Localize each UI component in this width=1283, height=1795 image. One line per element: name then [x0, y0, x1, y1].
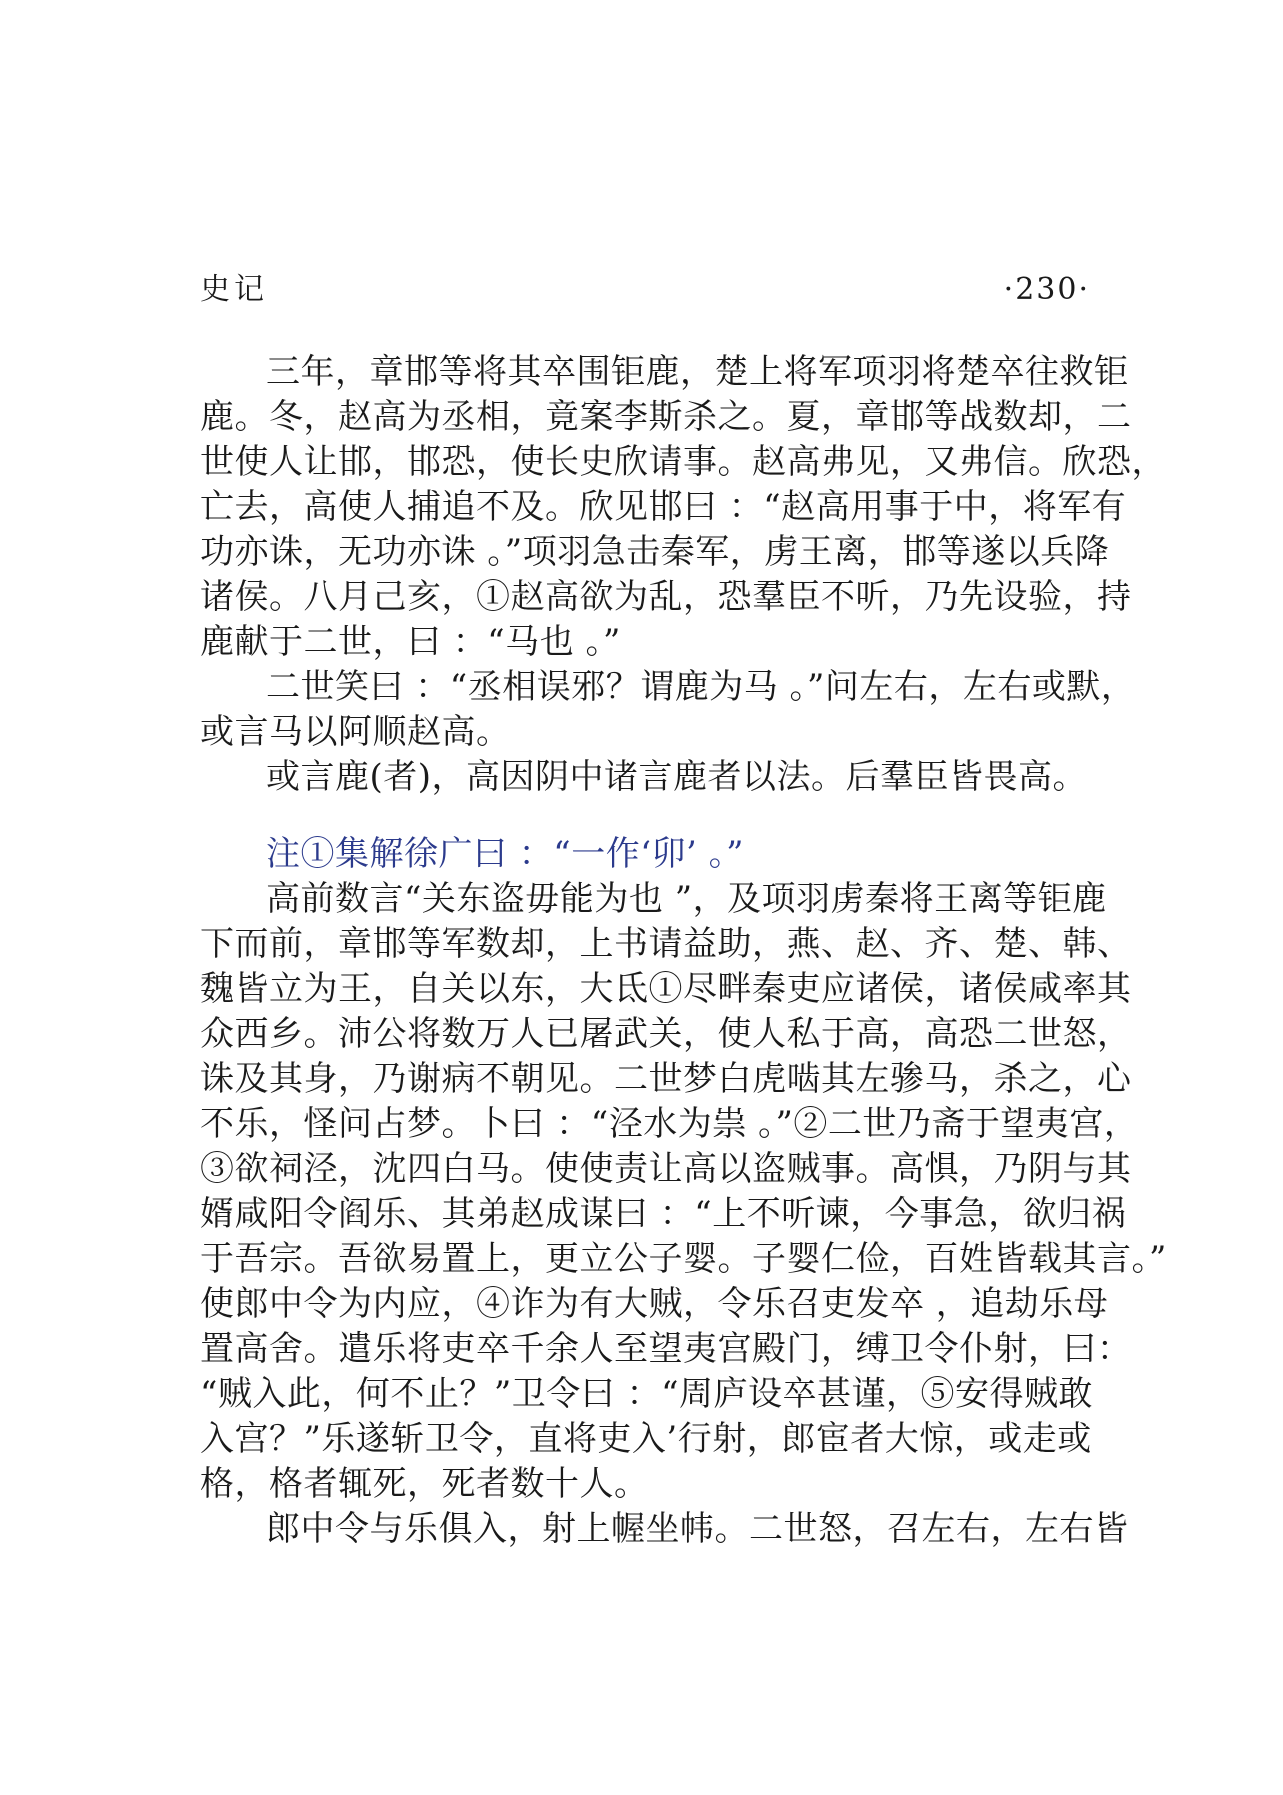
- text-line: 于吾宗。吾欲易置上，更立公子婴。子婴仁俭，百姓皆载其言。”: [200, 1239, 1167, 1279]
- text-line: 郎中令与乐俱入，射上幄坐帏。二世怒，召左右，左右皆: [266, 1509, 1129, 1549]
- text-line: 高前数言“关东盗毋能为也 ”，及项羽虏秦将王离等钜鹿: [266, 879, 1107, 919]
- footnote-line: 注①集解徐广曰 ：“一作‘卯’ 。”: [266, 834, 744, 874]
- text-line: 不乐，怪问占梦。卜曰 ：“泾水为祟 。”②二世乃斋于望夷宫，: [200, 1104, 1139, 1144]
- text-line: 使郎中令为内应，④诈为有大贼，令乐召吏发卒 ，追劫乐母: [200, 1284, 1109, 1324]
- text-line: 入宫？”乐遂斩卫令，直将吏入’行射，郎宦者大惊，或走或: [200, 1419, 1092, 1459]
- paragraph-gap: [200, 800, 1100, 832]
- text-line: 亡去，高使人捕追不及。欣见邯曰 ：“赵高用事于中，将军有: [200, 487, 1127, 527]
- text-line: “贼入此，何不止？”卫令曰 ：“周庐设卒甚谨，⑤安得贼敢: [200, 1374, 1093, 1414]
- text-line: 众西乡。沛公将数万人已屠武关，使人私于高，高恐二世怒，: [200, 1014, 1132, 1054]
- text-line: 或言马以阿顺赵高。: [200, 712, 511, 752]
- text-line: 婿咸阳令阎乐、其弟赵成谋曰 ：“上不听谏，今事急，欲归祸: [200, 1194, 1127, 1234]
- text-line: 三年，章邯等将其卒围钜鹿，楚上将军项羽将楚卒往救钜: [266, 352, 1129, 392]
- text-line: 魏皆立为王，自关以东，大氐①尽畔秦吏应诸侯，诸侯咸率其: [200, 969, 1132, 1009]
- body-text: [200, 350, 1167, 1552]
- text-line: 鹿。冬，赵高为丞相，竟案李斯杀之。夏，章邯等战数却，二: [200, 397, 1132, 437]
- text-line: 诸侯。八月己亥，①赵高欲为乱，恐羣臣不听，乃先设验，持: [200, 577, 1132, 617]
- text-line: 诛及其身，乃谢病不朝见。二世梦白虎啮其左骖马，杀之，心: [200, 1059, 1132, 1099]
- text-line: ③欲祠泾，沈四白马。使使责让高以盗贼事。高惧，乃阴与其: [200, 1149, 1132, 1189]
- text-line: 置高舍。遣乐将吏卒千余人至望夷宫殿门，缚卫令仆射，曰：: [200, 1329, 1132, 1369]
- text-line: 世使人让邯，邯恐，使长史欣请事。赵高弗见，又弗信。欣恐，: [200, 442, 1166, 482]
- text-line: 功亦诛，无功亦诛 。”项羽急击秦军，虏王离，邯等遂以兵降: [200, 532, 1110, 572]
- page-header: [200, 268, 1090, 312]
- book-title: 史记: [200, 272, 268, 307]
- page-number: ·230·: [1003, 272, 1090, 307]
- text-line: 鹿献于二世，曰 ：“马也 。”: [200, 622, 621, 662]
- text-line: 下而前，章邯等军数却，上书请益助，燕、赵、齐、楚、韩、: [200, 924, 1132, 964]
- text-line: 或言鹿(者)，高因阴中诸言鹿者以法。后羣臣皆畏高。: [266, 757, 1088, 797]
- text-line: 格，格者辄死，死者数十人。: [200, 1464, 649, 1504]
- text-line: 二世笑曰 ：“丞相误邪？谓鹿为马 。”问左右，左右或默，: [266, 667, 1136, 707]
